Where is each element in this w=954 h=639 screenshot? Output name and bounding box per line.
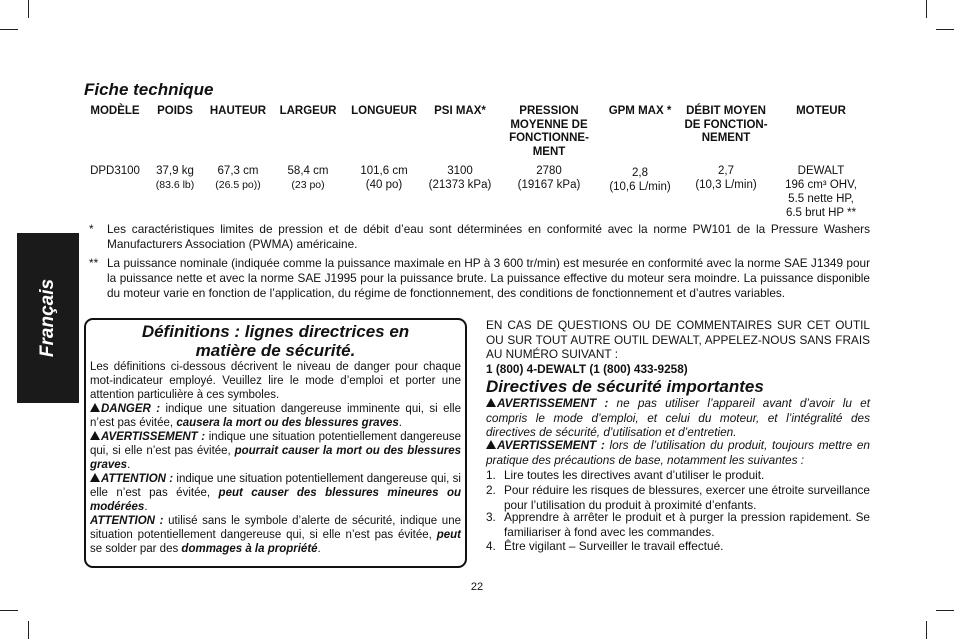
list-item: 2. Pour réduire les risques de blessures, exercer une étroite surveillance pour l’utilisation du produit à proximité d’enfants. — [486, 483, 870, 512]
definitions-intro: Les définitions ci-dessous décrivent le niveau de danger pour chaque mot-indicateur employé. Veuillez lire le mode d’emploi et porter une attention particulière à ces symboles. — [90, 361, 461, 401]
directives-title: Directives de sécurité importantes — [486, 377, 764, 396]
col-header-engine: MOTEUR — [796, 105, 846, 117]
cell-weight: 37,9 kg (83.6 lb) — [155, 165, 195, 191]
cell-psi: 3100 (21373 kPa) — [428, 165, 492, 191]
list-item: 4. Être vigilant – Surveiller le travail effectué. — [486, 539, 724, 553]
cell-flow: 2,7 (10,3 L/min) — [695, 165, 757, 191]
col-header-psi: PSI MAX* — [434, 105, 486, 117]
language-label: Français — [37, 278, 58, 358]
list-item: 3. Apprendre à arrêter le produit et à purger la pression rapidement. Se familiariser à fond avec les commandes. — [486, 510, 870, 539]
cell-model: DPD3100 — [90, 165, 140, 177]
crop-mark — [926, 621, 927, 639]
col-header-model: MODÈLE — [90, 105, 140, 117]
safety-definitions-box — [84, 318, 467, 568]
warning-triangle-icon — [486, 398, 496, 407]
col-header-gpm: GPM MAX * — [608, 105, 672, 117]
crop-mark — [936, 610, 954, 611]
definition-warning: AVERTISSEMENT : indique une situation potentiellement dangereuse qui, si elle n’est pas évitée, pourrait causer la mort ou des blessures graves. — [90, 431, 461, 471]
spec-title: Fiche technique — [84, 80, 214, 99]
cell-width: 58,4 cm (23 po) — [287, 165, 329, 191]
cell-pressure: 2780 (19167 kPa) — [517, 165, 581, 191]
warning-triangle-icon — [90, 431, 100, 440]
footnote-2: ** La puissance nominale (indiquée comme la puissance maximale en HP à 3 600 tr/min) est mesurée en conformité avec la norme SAE J1349 pour la puissance nette et avec la norme SAE J1995 pour la puissance brute. La puissance effective du moteur sera moindre. La puissance disponible du moteur varie en fonction de l’application, du régime de fonctionnement, des conditions de fonctionnement et d’autres variables. — [89, 256, 870, 300]
cell-height: 67,3 cm (26.5 po)) — [215, 165, 261, 191]
crop-mark — [926, 0, 927, 18]
warning-triangle-icon — [486, 440, 496, 449]
crop-mark — [0, 29, 18, 30]
crop-mark — [28, 621, 29, 639]
list-item: 1. Lire toutes les directives avant d’utiliser le produit. — [486, 468, 765, 482]
col-header-weight: POIDS — [157, 105, 193, 117]
crop-mark — [0, 610, 18, 611]
col-header-height: HAUTEUR — [209, 105, 267, 117]
definition-caution: ATTENTION : indique une situation potentiellement dangereuse qui, si elle n’est pas évitée, peut causer des blessures mineures ou modérées. — [90, 473, 461, 513]
definition-caution-no-symbol: ATTENTION : utilisé sans le symbole d’alerte de sécurité, indique une situation potentiellement dangereuse qui, si elle n’est pas évitée, peut se solder par des dommages à la propriété. — [90, 515, 461, 555]
contact-text: EN CAS DE QUESTIONS OU DE COMMENTAIRES SUR CET OUTIL OU SUR TOUT AUTRE OUTIL DEWALT, APPELEZ-NOUS SANS FRAIS AU NUMÉRO SUIVANT : 1 (800) 4-DEWALT (1 (800) 433-9258) — [486, 318, 870, 376]
col-header-length: LONGUEUR — [351, 105, 417, 117]
col-header-pressure: PRESSION MOYENNE DE FONCTIONNE-MENT — [509, 105, 589, 158]
crop-mark — [28, 0, 29, 18]
definitions-title: Définitions : lignes directrices en matière de sécurité. — [141, 322, 410, 360]
language-tab — [17, 233, 79, 403]
col-header-width: LARGEUR — [279, 105, 337, 117]
page-number: 22 — [470, 581, 484, 593]
warning-triangle-icon — [90, 403, 100, 412]
cell-engine: DEWALT 196 cm³ OHV, 5.5 nette HP, 6.5 brut HP ** — [785, 165, 857, 219]
warning-triangle-icon — [90, 473, 100, 482]
cell-length: 101,6 cm (40 po) — [360, 165, 408, 191]
definition-danger: DANGER : indique une situation dangereuse imminente qui, si elle n’est pas évitée, causera la mort ou des blessures graves. — [90, 403, 461, 429]
footnote-1: * Les caractéristiques limites de pression et de débit d’eau sont déterminées en conformité avec la norme PW101 de la Pressure Washers Manufacturers Association (PWMA) américaine. — [89, 222, 870, 251]
crop-mark — [936, 29, 954, 30]
col-header-flow: DÉBIT MOYEN DE FONCTION-NEMENT — [684, 105, 768, 144]
cell-gpm: 2,8 (10,6 L/min) — [609, 167, 671, 193]
directive-warning-1: AVERTISSEMENT : ne pas utiliser l’appareil avant d’avoir lu et compris le mode d’emploi, et celui du moteur, et l’intégralité des directives de sécurité, d’utilisation et d’entretien. — [486, 396, 870, 439]
contact-phone: 1 (800) 4-DEWALT (1 (800) 433-9258) — [486, 361, 688, 376]
directive-warning-2: AVERTISSEMENT : lors de l’utilisation du produit, toujours mettre en pratique des précautions de base, notamment les suivantes : — [486, 438, 870, 467]
